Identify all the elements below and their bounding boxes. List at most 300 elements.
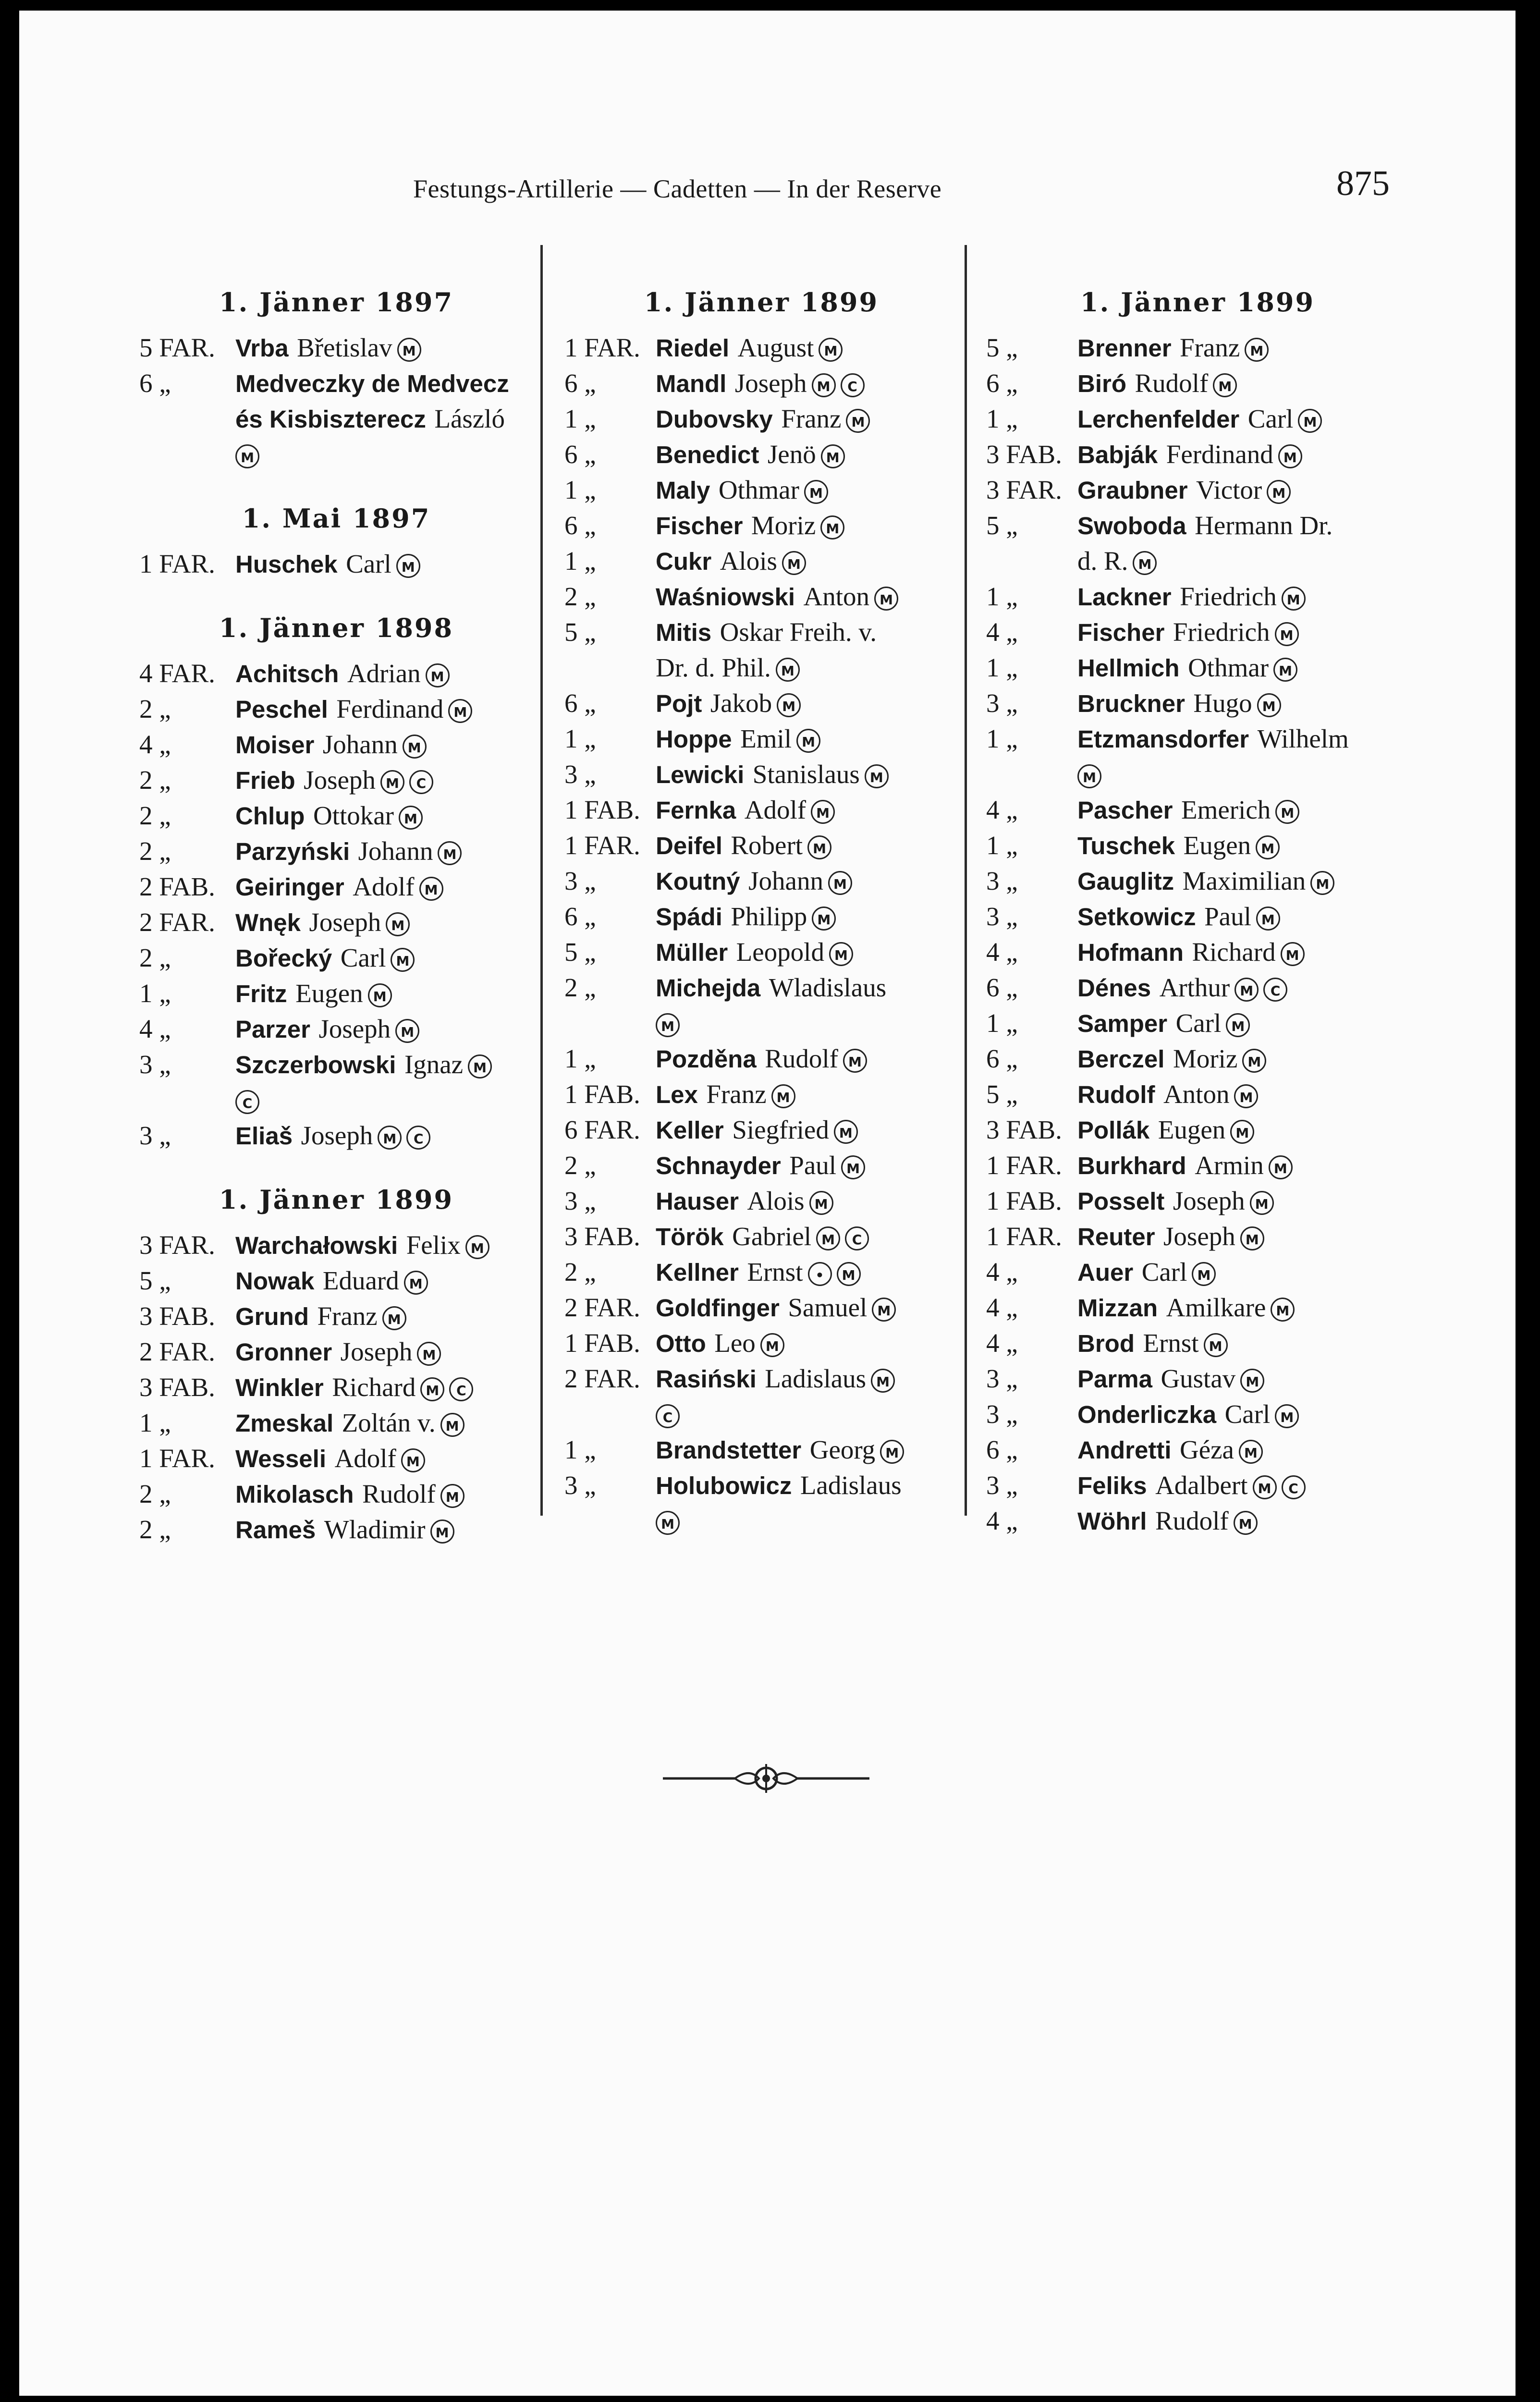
m-mark-icon: M [1242, 1049, 1266, 1073]
m-mark-icon: M [382, 1306, 406, 1330]
entry-row [986, 507, 1409, 543]
surname: Eliaš [235, 1122, 293, 1150]
spacer [139, 536, 533, 546]
c-mark-icon: C [449, 1377, 473, 1401]
given-name: Leopold [736, 937, 824, 967]
surname: Posselt [1077, 1188, 1165, 1215]
unit-number: 6 FAR. [564, 1115, 640, 1144]
entry-row [986, 1112, 1409, 1147]
m-mark-icon: M [1234, 978, 1259, 1002]
surname: Riedel [656, 334, 730, 362]
section-heading: 1. Jänner 1899 [1080, 287, 1315, 318]
entry-row [986, 650, 1409, 685]
m-mark-icon: M [1275, 622, 1299, 646]
entry-continuation [564, 650, 958, 685]
entry-row [986, 472, 1409, 507]
given-name: Gabriel [732, 1222, 812, 1251]
unit-number: 4 „ [986, 937, 1018, 967]
spacer [986, 275, 1409, 284]
unit-number: 6 „ [564, 902, 596, 931]
surname: Mikolasch [235, 1481, 354, 1508]
surname: Auer [1077, 1259, 1134, 1286]
unit-number: 2 „ [139, 694, 171, 723]
surname: Parma [1077, 1365, 1152, 1393]
given-name: Eduard [322, 1266, 399, 1295]
unit-number: 3 FAB. [564, 1222, 640, 1251]
given-name: Maximilian [1182, 866, 1306, 895]
entry-row [139, 904, 533, 940]
m-mark-icon: M [1257, 693, 1281, 717]
given-name: Carl [1141, 1257, 1187, 1287]
c-mark-icon: C [1282, 1475, 1306, 1499]
surname: Samper [1077, 1010, 1168, 1037]
given-name: Zoltán v. [342, 1408, 436, 1437]
surname: Vrba [235, 334, 289, 362]
entry-row [986, 827, 1409, 863]
entry-row [139, 546, 533, 581]
entry-row [139, 762, 533, 797]
spacer [139, 646, 533, 655]
entry-row [564, 401, 958, 436]
m-mark-icon: M [1256, 907, 1280, 931]
given-name: Joseph [734, 368, 807, 398]
m-mark-icon: M [812, 373, 836, 397]
entry-row [986, 1218, 1409, 1254]
given-name: Georg [809, 1435, 876, 1464]
m-mark-icon: M [846, 409, 870, 433]
m-mark-icon: M [1240, 1369, 1264, 1393]
unit-number: 1 „ [564, 724, 596, 753]
surname: Graubner [1077, 477, 1188, 504]
given-name: Rudolf [1155, 1506, 1229, 1535]
given-name: Ladislaus [800, 1471, 902, 1500]
entry-row [564, 1289, 958, 1325]
entry-row [139, 940, 533, 975]
unit-number: 1 „ [564, 1435, 596, 1464]
spacer [139, 472, 533, 491]
entry-row [139, 1227, 533, 1262]
entry-row [139, 330, 533, 365]
surname: Babják [1077, 441, 1158, 468]
surname: Pascher [1077, 797, 1173, 824]
surname: Swoboda [1077, 512, 1186, 539]
entry-row [139, 726, 533, 762]
unit-number: 1 „ [564, 475, 596, 504]
m-mark-icon: M [872, 1298, 896, 1322]
surname: Rameš [235, 1516, 316, 1544]
unit-number: 3 FAR. [139, 1230, 215, 1260]
entry-continuation [564, 1005, 958, 1041]
given-name: Franz [317, 1301, 378, 1331]
unit-number: 2 „ [139, 1479, 171, 1508]
given-name: Adolf [334, 1444, 396, 1473]
given-name: Eugen [1183, 831, 1251, 860]
c-mark-icon: C [841, 373, 865, 397]
surname: Onderliczka [1077, 1401, 1217, 1428]
entry-continuation [139, 401, 533, 436]
given-name: Ernst [1143, 1328, 1199, 1358]
unit-number: 6 „ [986, 368, 1018, 398]
c-mark-icon: C [235, 1090, 259, 1114]
given-name: Franz [781, 404, 842, 433]
surname: Reuter [1077, 1223, 1155, 1250]
spacer [139, 1172, 533, 1182]
unit-number: 1 FAR. [986, 1222, 1062, 1251]
given-name: Siegfried [732, 1115, 829, 1144]
surname: Goldfinger [656, 1294, 780, 1322]
column-divider-2 [965, 245, 967, 1516]
surname: Lex [656, 1081, 698, 1108]
given-name: Hermann Dr. [1195, 511, 1333, 540]
entry-row [564, 1360, 958, 1396]
m-mark-icon: M [828, 871, 852, 895]
m-mark-icon: M [1234, 1511, 1258, 1535]
m-mark-icon: M [1240, 1226, 1264, 1250]
surname: Pozděna [656, 1045, 757, 1073]
m-mark-icon: M [656, 1511, 680, 1535]
entry-row [564, 543, 958, 578]
m-mark-icon: M [1310, 871, 1334, 895]
surname: Etzmansdorfer [1077, 725, 1249, 753]
entry-row [564, 1076, 958, 1112]
unit-number: 5 „ [986, 1079, 1018, 1109]
surname: Huschek [235, 551, 338, 578]
m-mark-icon: M [804, 480, 828, 504]
column-2 [564, 275, 958, 1538]
c-mark-icon: C [406, 1126, 430, 1150]
unit-number: 3 „ [986, 688, 1018, 718]
unit-number: 1 FAR. [139, 549, 215, 578]
given-name: Stanislaus [752, 760, 860, 789]
entry-continuation [986, 543, 1409, 578]
m-mark-icon: M [816, 1226, 840, 1250]
column-divider-1 [540, 245, 543, 1516]
given-name: Jenö [767, 440, 816, 469]
unit-number: 2 FAR. [139, 1337, 215, 1366]
given-name: Joseph [340, 1337, 413, 1366]
column-3 [986, 275, 1409, 1538]
entry-row [564, 863, 958, 898]
entry-row [564, 792, 958, 827]
given-name: Johann [748, 866, 823, 895]
unit-number: 4 „ [986, 1257, 1018, 1287]
given-name: Victor [1196, 475, 1262, 504]
given-name: Johann [322, 730, 398, 759]
unit-number: 3 „ [986, 1471, 1018, 1500]
m-mark-icon: M [1278, 444, 1302, 468]
given-name: Eugen [1158, 1115, 1226, 1144]
m-mark-icon: M [807, 835, 831, 859]
given-name: Joseph [301, 1121, 373, 1150]
entry-row [564, 721, 958, 756]
unit-number: 3 „ [986, 866, 1018, 895]
unit-number: 4 „ [986, 1328, 1018, 1358]
surname: Warchałowski [235, 1232, 398, 1259]
entry-row [564, 1147, 958, 1183]
given-name: Adolf [353, 872, 415, 901]
column-1 [139, 275, 533, 1547]
m-mark-icon: M [1271, 1298, 1295, 1322]
unit-number: 3 FAB. [986, 440, 1062, 469]
unit-number: 5 „ [564, 617, 596, 647]
surname: Burkhard [1077, 1152, 1186, 1179]
surname: Pollák [1077, 1116, 1150, 1144]
unit-number: 3 „ [986, 1399, 1018, 1429]
entry-row [986, 1183, 1409, 1218]
surname: Hauser [656, 1188, 739, 1215]
entry-continuation [564, 1503, 958, 1538]
m-mark-icon: M [399, 806, 423, 830]
given-name: Carl [1224, 1399, 1271, 1429]
given-name: Franz [706, 1079, 767, 1109]
given-name: Ferdinand [1166, 440, 1273, 469]
entry-row [564, 472, 958, 507]
unit-number: 6 „ [564, 440, 596, 469]
c-mark-icon: C [845, 1226, 869, 1250]
unit-number: 4 FAR. [139, 659, 215, 688]
m-mark-icon: M [771, 1084, 795, 1108]
given-name: Joseph [1173, 1186, 1245, 1215]
surname: Bořecký [235, 944, 332, 972]
entry-row [564, 1218, 958, 1254]
m-mark-icon: M [1253, 1475, 1277, 1499]
m-mark-icon: M [829, 942, 853, 966]
m-mark-icon: M [1077, 764, 1101, 788]
entry-row [139, 1046, 533, 1082]
given-name: Ignaz [404, 1050, 464, 1079]
entry-continuation [139, 1082, 533, 1117]
m-mark-icon: M [417, 1342, 441, 1366]
surname: Fischer [1077, 619, 1165, 646]
surname: Bruckner [1077, 690, 1185, 717]
given-name: Emil [740, 724, 792, 753]
entry-row [986, 330, 1409, 365]
surname: Moiser [235, 731, 315, 759]
given-name: Alois [747, 1186, 805, 1215]
unit-number: 2 FAR. [564, 1364, 640, 1393]
unit-number: 6 „ [986, 1044, 1018, 1073]
entry-row [564, 1183, 958, 1218]
surname: Holubowicz [656, 1472, 792, 1499]
entry-row [564, 330, 958, 365]
entry-row [986, 1254, 1409, 1289]
surname: Feliks [1077, 1472, 1147, 1499]
given-name: Armin [1195, 1151, 1264, 1180]
surname: Mizzan [1077, 1294, 1158, 1322]
m-mark-icon: M [1234, 1084, 1258, 1108]
unit-number: 6 „ [564, 688, 596, 718]
m-mark-icon: M [395, 1019, 419, 1043]
given-name: August [737, 333, 814, 362]
unit-number: 2 „ [564, 1257, 596, 1287]
surname: Spádi [656, 903, 722, 931]
surname: és Kisbiszterecz [235, 405, 426, 433]
m-mark-icon: M [843, 1049, 867, 1073]
given-name: Alois [720, 546, 777, 576]
surname: Pojt [656, 690, 702, 717]
entry-row [139, 1334, 533, 1369]
surname: Koutný [656, 868, 740, 895]
surname: Gronner [235, 1338, 332, 1366]
surname: Medveczky de Medvecz [235, 370, 509, 397]
unit-number: 2 FAR. [139, 907, 215, 937]
section-heading: 1. Jänner 1898 [219, 613, 454, 643]
m-mark-icon: M [430, 1520, 454, 1544]
m-mark-icon: M [819, 338, 843, 362]
unit-number: 2 FAB. [139, 872, 215, 901]
entry-row [986, 898, 1409, 934]
entry-row [564, 1325, 958, 1360]
surname: Peschel [235, 696, 328, 723]
given-name: Carl [346, 549, 391, 578]
surname: Chlup [235, 802, 305, 830]
given-name: Samuel [788, 1293, 868, 1322]
given-name: Carl [340, 943, 386, 972]
spacer [564, 320, 958, 330]
entry-row [139, 975, 533, 1011]
given-name: Rudolf [362, 1479, 436, 1508]
m-mark-icon: M [397, 338, 421, 362]
m-mark-icon: M [821, 444, 845, 468]
given-name: Joseph [1163, 1222, 1235, 1251]
entry-row [564, 685, 958, 721]
given-name: Anton [1163, 1079, 1230, 1109]
given-name: Rudolf [1135, 368, 1209, 398]
end-ornament [658, 1759, 874, 1798]
spacer [139, 581, 533, 600]
unit-number: 1 FAB. [564, 795, 640, 824]
spacer [564, 275, 958, 284]
m-mark-icon: M [396, 554, 420, 578]
given-name: Oskar Freih. v. [720, 617, 877, 647]
m-mark-icon: M [1281, 942, 1305, 966]
surname: Wöhrl [1077, 1507, 1147, 1535]
m-mark-icon: M [420, 1377, 444, 1401]
unit-number: 1 FAR. [139, 1444, 215, 1473]
document-page [19, 11, 1516, 2396]
entry-row [139, 1262, 533, 1298]
surname: Andretti [1077, 1436, 1172, 1464]
given-name: Břetislav [297, 333, 392, 362]
entry-row [139, 1298, 533, 1334]
m-mark-icon: M [820, 515, 844, 539]
entry-row [564, 969, 958, 1005]
surname: Brandstetter [656, 1436, 802, 1464]
entry-row [564, 614, 958, 650]
surname: Rasiński [656, 1365, 757, 1393]
unit-number: 1 FAB. [564, 1079, 640, 1109]
unit-number: 3 „ [139, 1121, 171, 1150]
surname: Brenner [1077, 334, 1172, 362]
unit-number: 1 „ [139, 979, 171, 1008]
unit-number: 1 „ [564, 546, 596, 576]
entry-row [139, 869, 533, 904]
given-name: Paul [789, 1151, 837, 1180]
given-name: Joseph [309, 907, 381, 937]
entry-row [139, 797, 533, 833]
m-mark-icon: M [1282, 587, 1306, 611]
unit-number: 1 „ [986, 653, 1018, 682]
given-name: László [434, 404, 505, 433]
surname: Müller [656, 939, 728, 966]
entry-row [564, 436, 958, 472]
surname: Fritz [235, 980, 287, 1007]
given-name: Friedrich [1173, 617, 1270, 647]
given-name: Franz [1180, 333, 1240, 362]
entry-row [139, 1011, 533, 1046]
entry-row [564, 1112, 958, 1147]
entry-row [139, 691, 533, 726]
given-name: Johann [358, 836, 433, 866]
surname: Maly [656, 477, 710, 504]
entry-row [564, 934, 958, 969]
section-heading: 1. Jänner 1899 [219, 1184, 454, 1215]
entry-row [139, 1117, 533, 1153]
section-heading: 1. Jänner 1897 [219, 287, 454, 318]
m-mark-icon: M [865, 764, 889, 788]
entry-row [564, 1254, 958, 1289]
dot-mark-icon: • [808, 1262, 832, 1286]
given-name: Jakob [710, 688, 772, 718]
spacer [139, 1217, 533, 1227]
surname: Fischer [656, 512, 743, 539]
unit-number: 3 „ [139, 1050, 171, 1079]
m-mark-icon: M [1269, 1155, 1293, 1179]
given-name: Moriz [751, 511, 816, 540]
unit-number: 1 „ [986, 404, 1018, 433]
given-name: Joseph [304, 765, 376, 795]
unit-number: 3 „ [986, 902, 1018, 931]
m-mark-icon: M [1192, 1262, 1216, 1286]
unit-number: 2 „ [564, 582, 596, 611]
entry-row [139, 1476, 533, 1511]
unit-number: 5 „ [139, 1266, 171, 1295]
unit-number: 2 „ [139, 801, 171, 830]
given-name: Emerich [1181, 795, 1271, 824]
surname: Cukr [656, 548, 712, 575]
unit-number: 3 „ [564, 866, 596, 895]
m-mark-icon: M [880, 1440, 904, 1464]
unit-number: 4 „ [986, 1293, 1018, 1322]
surname: Kellner [656, 1259, 739, 1286]
entry-row [564, 365, 958, 401]
unit-number: 1 „ [986, 582, 1018, 611]
unit-number: 1 „ [986, 831, 1018, 860]
surname: Hofmann [1077, 939, 1184, 966]
entry-row [564, 578, 958, 614]
entry-row [139, 1405, 533, 1440]
m-mark-icon: M [837, 1262, 861, 1286]
given-name: Wilhelm [1257, 724, 1349, 753]
unit-number: 4 „ [986, 617, 1018, 647]
m-mark-icon: M [1245, 338, 1269, 362]
entry-row [986, 1360, 1409, 1396]
m-mark-icon: M [426, 663, 450, 687]
unit-number: 3 FAB. [139, 1301, 215, 1331]
unit-number: 6 „ [986, 1435, 1018, 1464]
given-name: Rudolf [765, 1044, 838, 1073]
surname: Mitis [656, 619, 712, 646]
surname: Wnęk [235, 909, 301, 936]
entry-row [564, 827, 958, 863]
unit-number: 5 „ [986, 511, 1018, 540]
given-name: Ernst [747, 1257, 803, 1287]
m-mark-icon: M [1256, 835, 1280, 859]
given-name: Wladimir [324, 1515, 426, 1544]
m-mark-icon: M [1230, 1120, 1254, 1144]
surname: Benedict [656, 441, 759, 468]
surname: Grund [235, 1303, 309, 1330]
